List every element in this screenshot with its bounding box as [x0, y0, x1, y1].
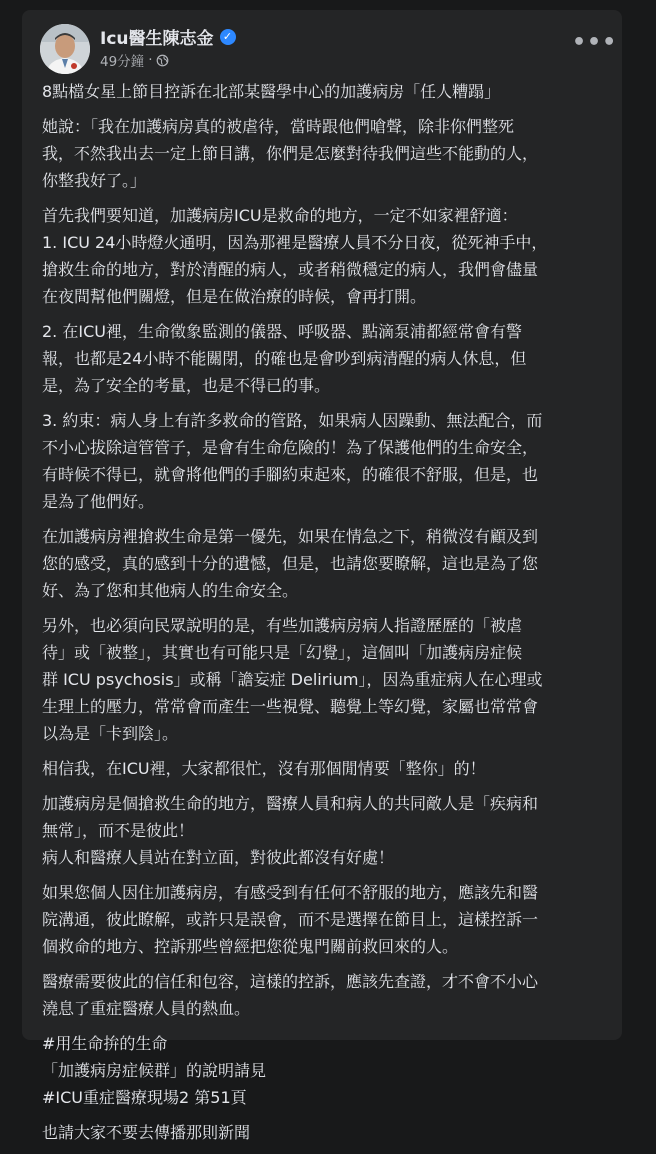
post-line: 如果您個人因住加護病房，有感受到有任何不舒服的地方，應該先和醫 [42, 883, 539, 902]
post-line: 1. ICU 24小時燈火通明，因為那裡是醫療人員不分日夜，從死神手中， [42, 233, 548, 252]
post-line: 是為了他們好。 [42, 492, 155, 511]
post-paragraph [42, 113, 608, 194]
post-paragraph [42, 755, 608, 782]
post-body [42, 78, 608, 1154]
post-line: 您的感受，真的感到十分的遺憾，但是，也請您要瞭解，這也是為了您 [42, 554, 539, 573]
post-paragraph [42, 879, 608, 960]
meta-separator: · [148, 52, 153, 68]
post-line: 3. 約束：病人身上有許多救命的管路，如果病人因躁動、無法配合，而 [42, 411, 543, 430]
globe-icon [156, 54, 169, 67]
post-timestamp[interactable]: 49分鐘 [100, 54, 145, 70]
post-card [22, 10, 622, 1142]
post-line[interactable]: #用生命拚的生命 [42, 1034, 168, 1053]
post-paragraph [42, 202, 608, 310]
verified-badge-icon: ✓ [220, 29, 236, 45]
post-paragraph [42, 78, 608, 105]
post-line: 她說：「我在加護病房真的被虐待，當時跟他們嗆聲，除非你們整死 [42, 117, 515, 136]
post-line: 生理上的壓力，常常會而產生一些視覺、聽覺上等幻覺，家屬也常常會 [42, 697, 539, 716]
post-paragraph [42, 318, 608, 399]
avatar-image [40, 24, 90, 74]
post-paragraph [42, 1030, 608, 1111]
more-options-icon[interactable]: ••• [572, 30, 618, 55]
author-name[interactable]: Icu醫生陳志金 [100, 29, 214, 49]
post-line: 澆息了重症醫療人員的熱血。 [42, 999, 251, 1018]
post-line: 報，也都是24小時不能關閉，的確也是會吵到病清醒的病人休息，但 [42, 349, 527, 368]
post-line: 搶救生命的地方，對於清醒的病人，或者稍微穩定的病人，我們會儘量 [42, 260, 539, 279]
post-line: 是，為了安全的考量，也是不得已的事。 [42, 376, 331, 395]
post-line: 加護病房是個搶救生命的地方，醫療人員和病人的共同敵人是「疾病和 [42, 794, 539, 813]
post-line: 另外，也必須向民眾說明的是，有些加護病房病人指證歷歷的「被虐 [42, 616, 523, 635]
post-line: 病人和醫療人員站在對立面，對彼此都沒有好處！ [42, 848, 395, 867]
author-row [100, 24, 236, 49]
post-line: 也請大家不要去傳播那則新聞 [42, 1123, 251, 1142]
post-meta [100, 50, 169, 70]
post-paragraph [42, 1119, 608, 1146]
post-paragraph [42, 612, 608, 747]
post-paragraph [42, 790, 608, 871]
post-line: 首先我們要知道，加護病房ICU是救命的地方，一定不如家裡舒適： [42, 206, 518, 225]
post-line: 有時候不得已，就會將他們的手腳約束起來，的確很不舒服，但是，也 [42, 465, 539, 484]
post-line: 個救命的地方、控訴那些曾經把您從鬼門關前救回來的人。 [42, 937, 459, 956]
post-line: 以為是「卡到陰」。 [42, 724, 179, 743]
post-paragraph [42, 407, 608, 515]
post-line: 好、為了您和其他病人的生命安全。 [42, 581, 299, 600]
post-line[interactable]: #ICU重症醫療現場2 第51頁 [42, 1088, 247, 1107]
post-line: 相信我，在ICU裡，大家都很忙，沒有那個閒情要「整你」的！ [42, 759, 486, 778]
post-line: 待」或「被整」，其實也有可能只是「幻覺」，這個叫「加護病房症候 [42, 643, 523, 662]
post-paragraph [42, 523, 608, 604]
post-line: 院溝通，彼此瞭解，或許只是誤會，而不是選擇在節目上，這樣控訴一 [42, 910, 539, 929]
post-line: 醫療需要彼此的信任和包容，這樣的控訴，應該先查證，才不會不小心 [42, 972, 539, 991]
post-line: 不小心拔除這管管子，是會有生命危險的！為了保護他們的生命安全， [42, 438, 539, 457]
post-line: 群 ICU psychosis」或稱「譫妄症 Delirium」，因為重症病人在心理或 [42, 670, 543, 689]
post-line: 2. 在ICU裡，生命徵象監測的儀器、呼吸器、點滴泵浦都經常會有警 [42, 322, 522, 341]
avatar[interactable] [40, 24, 90, 74]
post-line: 在加護病房裡搶救生命是第一優先，如果在情急之下，稍微沒有顧及到 [42, 527, 539, 546]
post-line: 在夜間幫他們關燈，但是在做治療的時候，會再打開。 [42, 287, 427, 306]
post-line: 無常」，而不是彼此！ [42, 821, 195, 840]
post-line: 我，不然我出去一定上節目講，你們是怎麼對待我們這些不能動的人， [42, 144, 539, 163]
post-line: 你整我好了。」 [42, 171, 147, 190]
post-line: 8點檔女星上節目控訴在北部某醫學中心的加護病房「任人糟蹋」 [42, 82, 501, 101]
post-line: 「加護病房症候群」的說明請見 [42, 1061, 267, 1080]
post-paragraph [42, 968, 608, 1022]
